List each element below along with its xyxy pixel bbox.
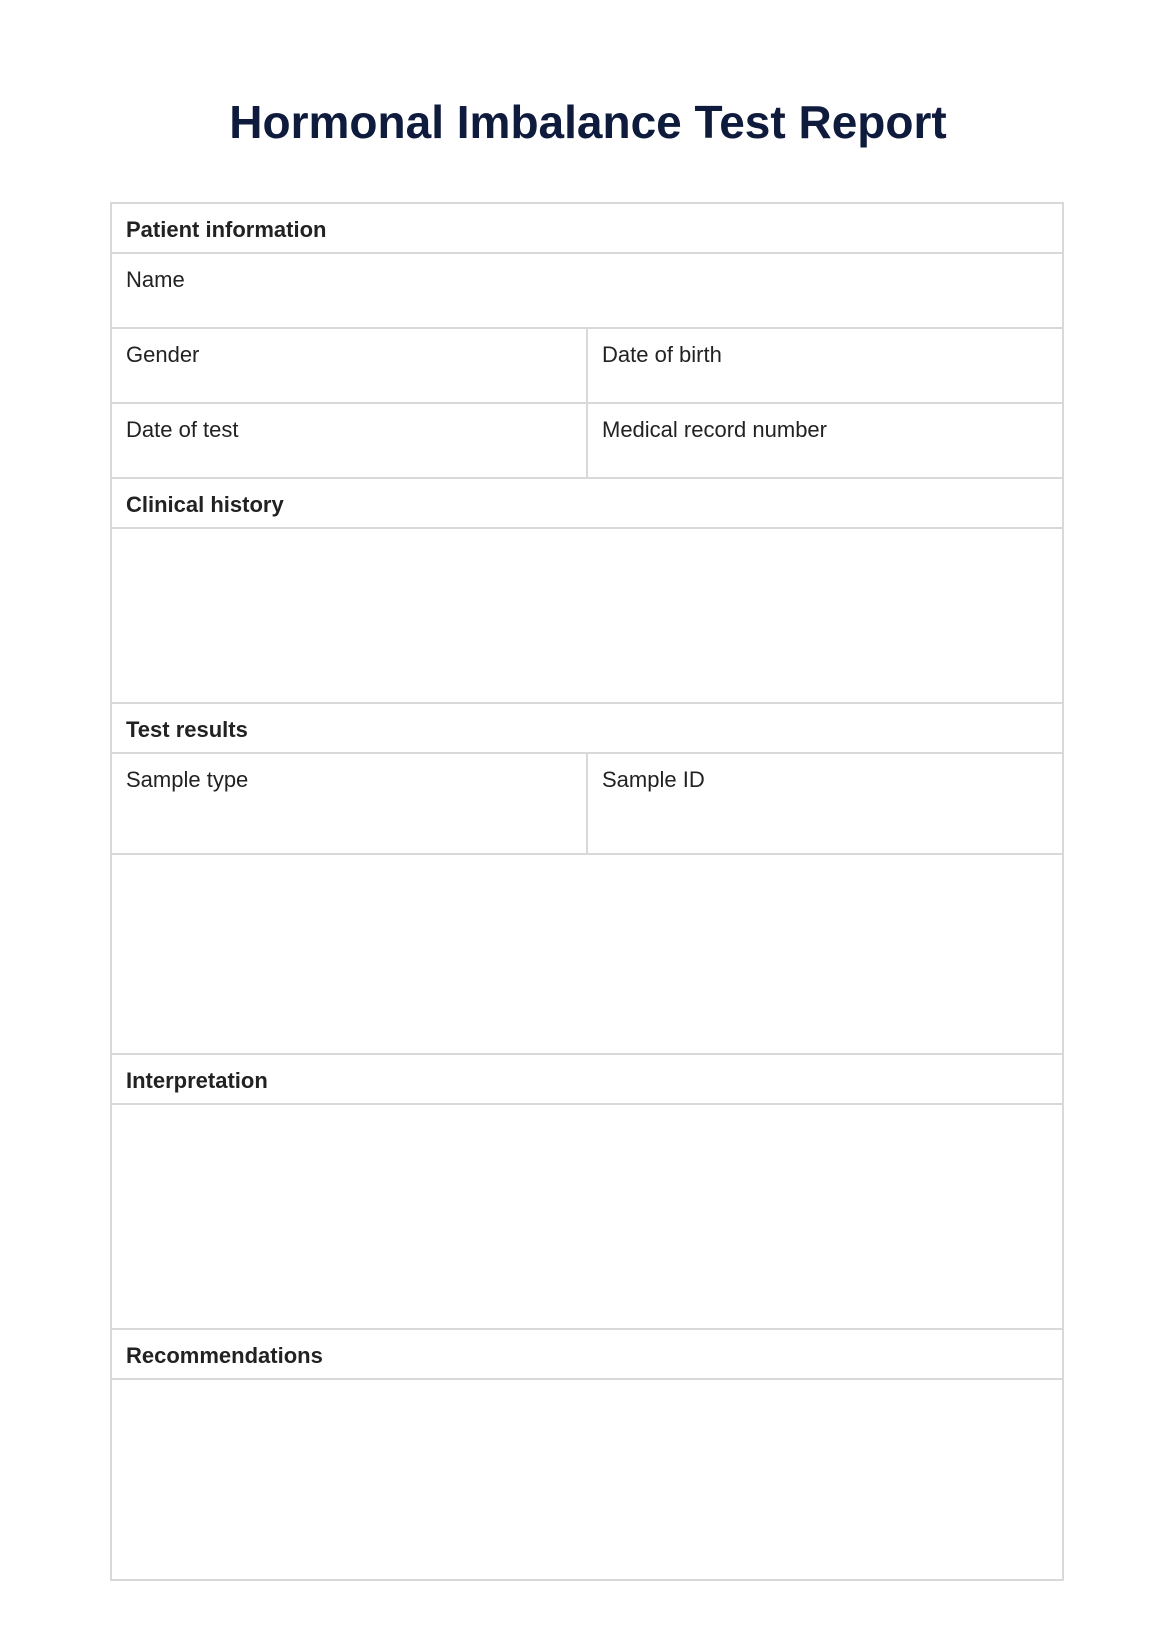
recommendations-heading: Recommendations	[126, 1343, 323, 1368]
test-results-header	[112, 704, 1062, 754]
sample-type-field[interactable]: Sample type	[126, 767, 249, 792]
sample-id-field[interactable]: Sample ID	[586, 754, 1062, 853]
clinical-history-box	[112, 529, 1062, 704]
clinical-history-heading: Clinical history	[126, 492, 284, 517]
recommendations-header	[112, 1330, 1062, 1380]
gender-dob-row	[112, 329, 1062, 404]
patient-information-header	[112, 204, 1062, 254]
date-of-birth-field[interactable]: Date of birth	[586, 329, 1062, 402]
test-results-box	[112, 855, 1062, 1055]
test-results-field[interactable]	[112, 855, 1062, 1053]
sample-row	[112, 754, 1062, 855]
recommendations-box	[112, 1380, 1062, 1579]
interpretation-heading: Interpretation	[126, 1068, 268, 1093]
clinical-history-header	[112, 479, 1062, 529]
interpretation-header	[112, 1055, 1062, 1105]
name-field[interactable]: Name	[126, 267, 185, 292]
patient-information-heading: Patient information	[126, 217, 327, 242]
medical-record-number-field[interactable]: Medical record number	[586, 404, 1062, 477]
clinical-history-field[interactable]	[112, 529, 1062, 702]
test-results-heading: Test results	[126, 717, 248, 742]
gender-field[interactable]: Gender	[126, 342, 200, 367]
date-of-test-field[interactable]: Date of test	[126, 417, 239, 442]
report-form	[110, 202, 1064, 1581]
name-row	[112, 254, 1062, 329]
page-title: Hormonal Imbalance Test Report	[229, 96, 947, 148]
interpretation-box	[112, 1105, 1062, 1330]
recommendations-field[interactable]	[112, 1380, 1062, 1579]
test-date-mrn-row	[112, 404, 1062, 479]
interpretation-field[interactable]	[112, 1105, 1062, 1328]
